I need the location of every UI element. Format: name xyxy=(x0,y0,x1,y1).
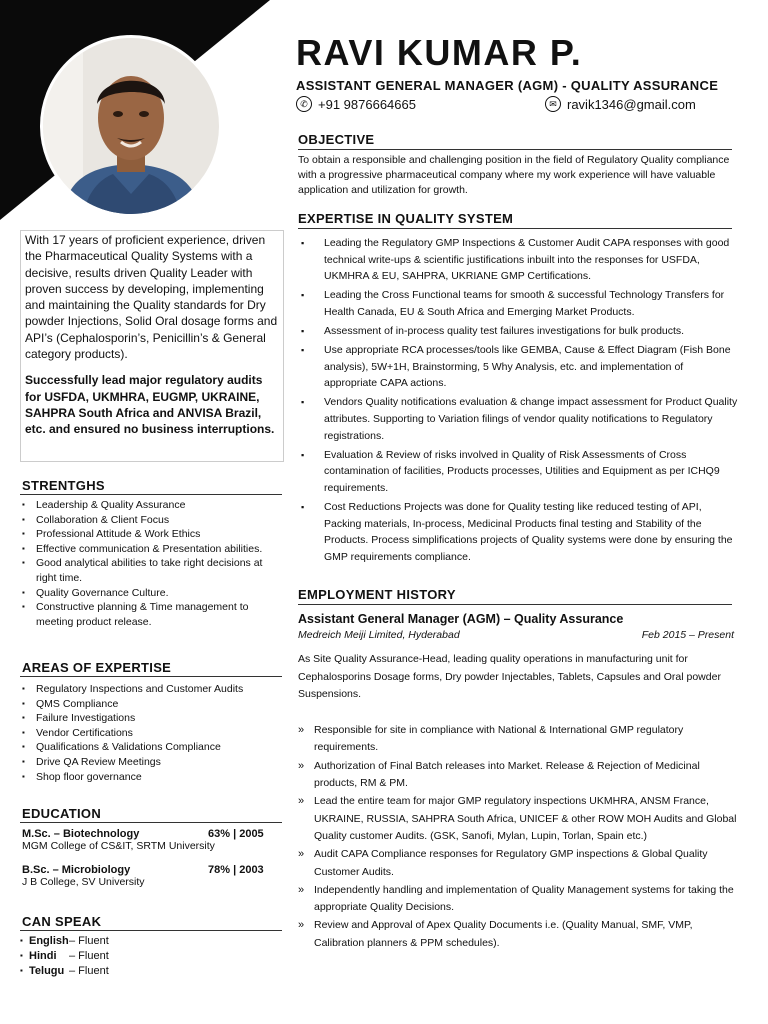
language-name: Telugu xyxy=(29,964,65,977)
job-title: Assistant General Manager (AGM) – Quality Assurance xyxy=(298,612,624,626)
responsibility-item: » Lead the entire team for major GMP regulatory inspections UKMHRA, ANSM France, UKRAINE, RUSSIA, SAHPRA South Africa, UNICEF & other ROW MOH Audits and Global Quality customer Audits. (GSK, Sanofi, Mylan, Lupin, Torlan, Spain etc.) xyxy=(298,793,740,845)
expertise-heading: EXPERTISE IN QUALITY SYSTEM xyxy=(298,211,514,226)
job-period: Feb 2015 – Present xyxy=(641,629,734,641)
degree-college: MGM College of CS&IT, SRTM University xyxy=(22,840,215,852)
languages-heading: CAN SPEAK xyxy=(22,914,102,929)
candidate-name: RAVI KUMAR P. xyxy=(296,32,583,73)
area-item: ▪ Shop floor governance xyxy=(22,770,282,785)
strength-item: ▪ Effective communication & Presentation abilities. xyxy=(22,542,270,557)
degree-score: 78% | 2003 xyxy=(208,864,264,876)
area-item: ▪ Vendor Certifications xyxy=(22,726,282,741)
education-entry xyxy=(22,828,264,852)
employment-heading: EMPLOYMENT HISTORY xyxy=(298,587,456,602)
expertise-divider xyxy=(298,228,732,229)
degree-college: J B College, SV University xyxy=(22,876,145,888)
summary-highlight: Successfully lead major regulatory audits for USFDA, UKMHRA, EUGMP, UKRAINE, SAHPRA South Africa and ANVISA Brazil, etc. and ensured no business interruptions. xyxy=(25,373,275,437)
strengths-divider xyxy=(20,494,282,495)
area-item: ▪ Regulatory Inspections and Customer Audits xyxy=(22,682,282,697)
strengths-list xyxy=(22,498,270,629)
expertise-item: ▪ Evaluation & Review of risks involved in Quality of Risk Assessments of Cross contamination of facilities, Products processes, Utilities and Equipment as per ICHQ9 requirements. xyxy=(298,447,738,497)
job-intro: As Site Quality Assurance-Head, leading quality operations in manufacturing unit for Cephalosporins Dosage forms, Dry powder Injectables, Tablets, Capsules and Oral powder Suspensions. xyxy=(298,653,721,701)
expertise-item: ▪ Leading the Cross Functional teams for smooth & successful Technology Transfers for Health Canada, EU & South Africa and Emerging Market Products. xyxy=(298,287,738,320)
email-contact[interactable] xyxy=(545,96,696,112)
language-item xyxy=(20,964,109,979)
language-level: – Fluent xyxy=(69,935,109,947)
responsibility-item: » Responsible for site in compliance with National & International GMP regulatory requirements. xyxy=(298,722,740,757)
language-name: English xyxy=(29,935,69,947)
responsibility-item: » Independently handling and implementation of Quality Management systems for taking the appropriate Quality Decisions. xyxy=(298,882,740,917)
area-item: ▪ Qualifications & Validations Compliance xyxy=(22,740,282,755)
area-item: ▪ Drive QA Review Meetings xyxy=(22,755,282,770)
responsibility-item: » Review and Approval of Apex Quality Documents i.e. (Quality Manual, SMF, VMP, Calibration planners & PPM schedules). xyxy=(298,917,740,952)
degree-name: M.Sc. – Biotechnology xyxy=(22,828,140,840)
company-name: Medreich Meiji Limited, Hyderabad xyxy=(298,629,460,641)
objective-heading: OBJECTIVE xyxy=(298,132,375,147)
profile-photo xyxy=(40,35,222,217)
expertise-item: ▪ Use appropriate RCA processes/tools like GEMBA, Cause & Effect Diagram (Fish Bone analysis), 5W+1H, Brainstorming, 5 Why Analysis, etc. and implementation of appropriate CAPA actions. xyxy=(298,342,738,392)
areas-divider xyxy=(20,676,282,677)
objective-divider xyxy=(298,149,732,150)
expertise-item: ▪ Assessment of in-process quality test failures investigations for bulk products. xyxy=(298,323,738,340)
envelope-icon: ✉ xyxy=(545,96,561,112)
language-level: – Fluent xyxy=(69,949,109,962)
expertise-item: ▪ Vendors Quality notifications evaluation & change impact assessment for Product Quality attributes. Supporting to Variation filings of vendor quality notifications to Regulatory registrations. xyxy=(298,394,738,444)
profile-summary xyxy=(20,230,284,462)
degree-name: B.Sc. – Microbiology xyxy=(22,864,131,876)
strength-item: ▪ Leadership & Quality Assurance xyxy=(22,498,270,513)
objective-text: To obtain a responsible and challenging position in the field of Regulatory Quality compliance with a progressive pharmaceutical company where my work experience will have valuable application and utilization for growth. xyxy=(298,154,730,196)
strength-item: ▪ Quality Governance Culture. xyxy=(22,586,270,601)
language-item xyxy=(20,949,109,964)
phone-icon: ✆ xyxy=(296,96,312,112)
education-heading: EDUCATION xyxy=(22,806,102,821)
phone-contact[interactable] xyxy=(296,96,416,112)
education-divider xyxy=(20,822,282,823)
strengths-heading: STRENTGHS xyxy=(22,478,105,493)
expertise-list xyxy=(298,235,738,568)
areas-heading: AREAS OF EXPERTISE xyxy=(22,660,172,675)
language-item xyxy=(20,934,109,949)
email-address[interactable]: ravik1346@gmail.com xyxy=(567,96,696,112)
responsibility-item: » Authorization of Final Batch releases into Market. Release & Rejection of Medicinal products, RM & PM. xyxy=(298,758,740,793)
languages-list xyxy=(20,934,109,978)
areas-list xyxy=(22,682,282,784)
education-entry xyxy=(22,864,264,888)
employment-divider xyxy=(298,604,732,605)
strength-item: ▪ Good analytical abilities to take right decisions at right time. xyxy=(22,556,270,585)
expertise-item: ▪ Leading the Regulatory GMP Inspections & Customer Audit CAPA responses with good technical write-ups & scientific justifications inbuilt into the responses for USFDA, UKMHRA & EU, SAHPRA, UKRIANE GMP Certifications. xyxy=(298,235,738,285)
responsibility-item: » Audit CAPA Compliance responses for Regulatory GMP inspections & Global Quality Customer Audits. xyxy=(298,846,740,881)
strength-item: ▪ Collaboration & Client Focus xyxy=(22,513,270,528)
strength-item: ▪ Professional Attitude & Work Ethics xyxy=(22,527,270,542)
language-name: Hindi xyxy=(29,949,57,962)
language-level: – Fluent xyxy=(69,964,109,977)
responsibilities-list xyxy=(298,722,740,953)
languages-divider xyxy=(20,930,282,931)
area-item: ▪ QMS Compliance xyxy=(22,697,282,712)
area-item: ▪ Failure Investigations xyxy=(22,711,282,726)
degree-score: 63% | 2005 xyxy=(208,828,264,840)
summary-text: With 17 years of proficient experience, driven the Pharmaceutical Quality Systems with a decisive, results driven Quality Leader with proven success by developing, implementing and maintaining the Quality standards for Dry powder Injections, Solid Oral dosage forms and API’s (Cephalosporin’s, Penicillin’s & General category products). xyxy=(25,233,278,362)
strength-item: ▪ Constructive planning & Time management to meeting product release. xyxy=(22,600,270,629)
phone-number[interactable]: +91 9876664665 xyxy=(318,96,416,112)
expertise-item: ▪ Cost Reductions Projects was done for Quality testing like reduced testing of API, Packing materials, In-process, Medicinal Products final testing and Stability of the Products. Process simplifications projects of Quality systems were done by ensuring the GMP requirements compliance. xyxy=(298,499,738,565)
candidate-role: ASSISTANT GENERAL MANAGER (AGM) - QUALITY ASSURANCE xyxy=(296,78,719,93)
